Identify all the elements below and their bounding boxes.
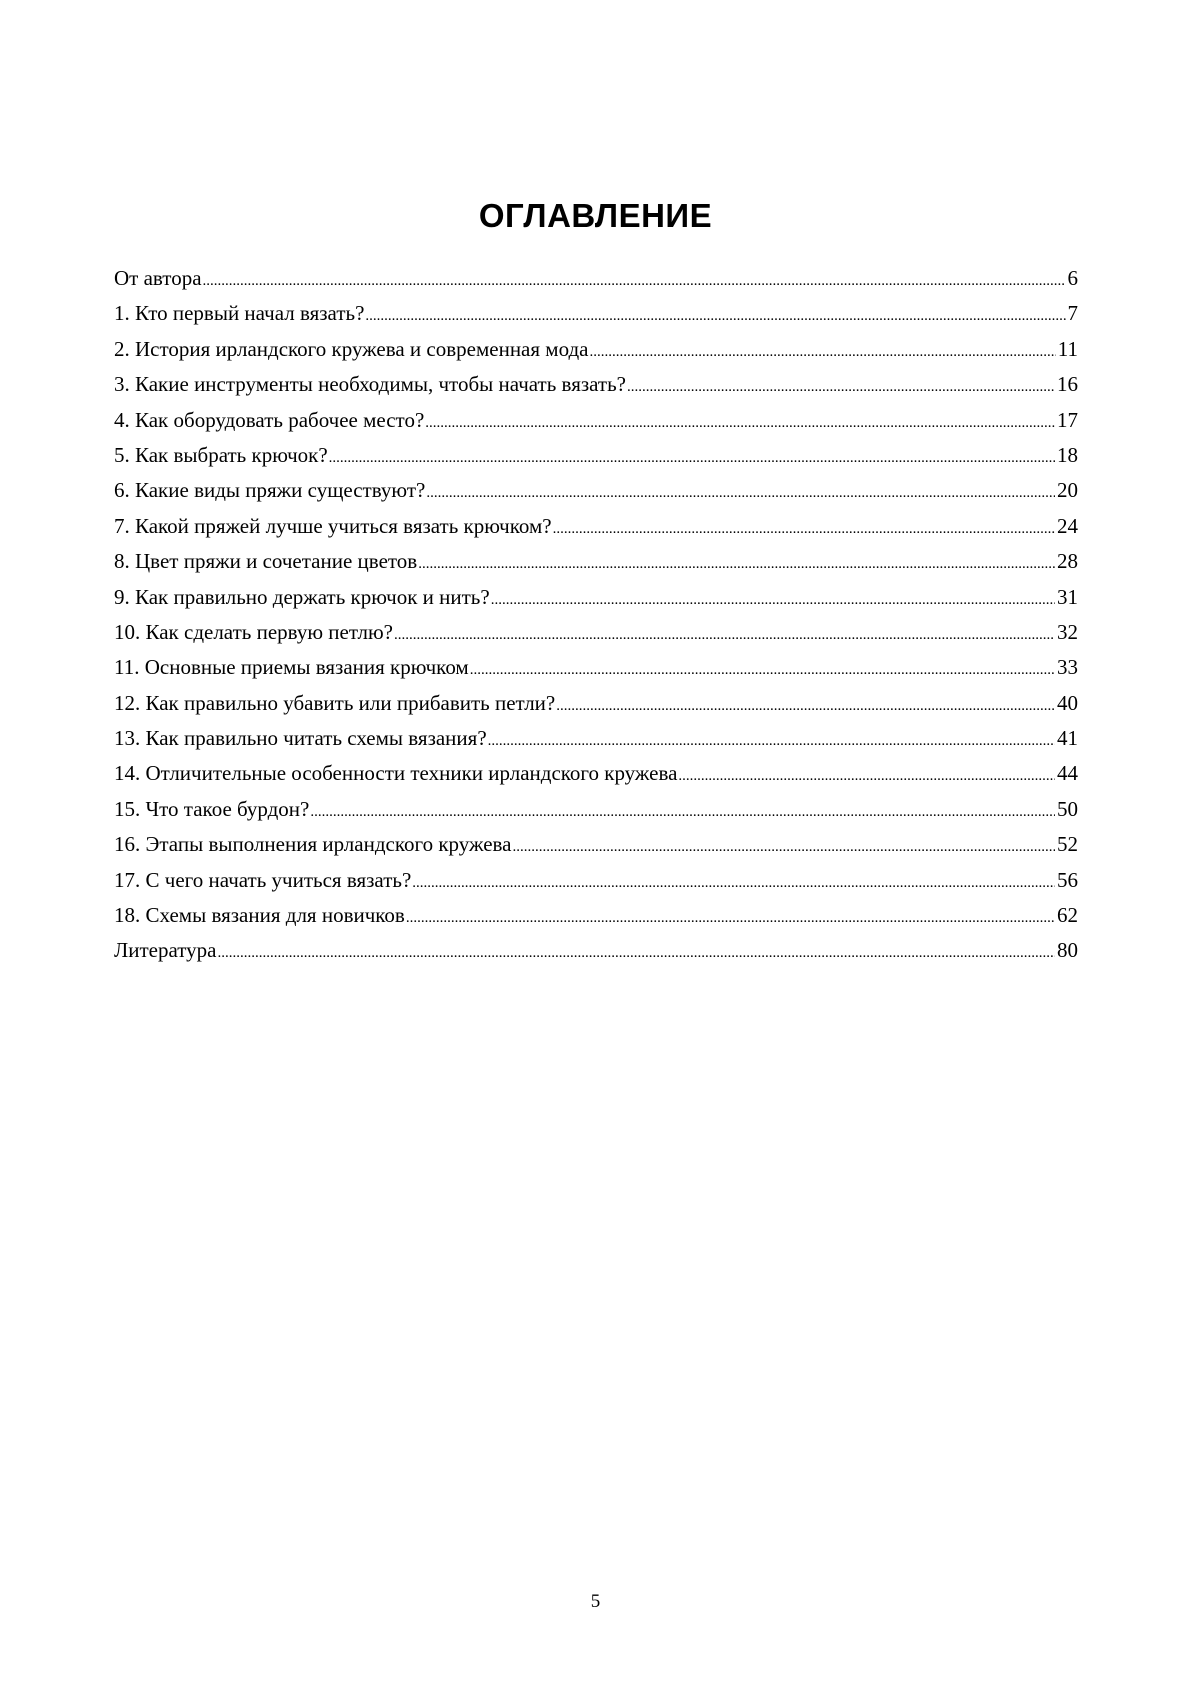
toc-entry-page: 11: [1057, 336, 1078, 361]
toc-entry-page: 24: [1057, 513, 1078, 538]
toc-entry-title: 5. Как выбрать крючок?: [114, 442, 328, 467]
toc-entry-title: 6. Какие виды пряжи существуют?: [114, 478, 426, 503]
toc-entry-title: 4. Как оборудовать рабочее место?: [114, 407, 425, 432]
toc-entry[interactable]: [114, 686, 1078, 721]
toc-entry-title: 10. Как сделать первую петлю?: [114, 619, 393, 644]
toc-entry[interactable]: [114, 756, 1078, 791]
toc-entry[interactable]: [114, 650, 1078, 685]
toc-entry[interactable]: [114, 438, 1078, 473]
toc-entry-page: 6: [1067, 266, 1078, 290]
toc-dot-leader: [418, 547, 1055, 582]
toc-entry-page: 20: [1057, 478, 1078, 503]
toc-entry-page: 62: [1057, 903, 1078, 928]
toc-entry-page: 41: [1057, 726, 1078, 751]
toc-entry[interactable]: [114, 792, 1078, 827]
toc-entry[interactable]: [114, 933, 1078, 968]
toc-dot-leader: [310, 795, 1055, 830]
toc-entry-page: 17: [1057, 407, 1078, 432]
toc-entry-title: 1. Кто первый начал вязать?: [114, 301, 365, 326]
toc-entry-title: 14. Отличительные особенности техники ирландского кружева: [114, 761, 678, 786]
toc-entry-page: 56: [1057, 867, 1078, 892]
toc-dot-leader: [513, 830, 1056, 865]
toc-entry-page: 16: [1057, 372, 1078, 397]
toc-dot-leader: [627, 370, 1055, 405]
toc-entry[interactable]: [114, 580, 1078, 615]
toc-entry-title: 8. Цвет пряжи и сочетание цветов: [114, 549, 418, 574]
page-number: 5: [590, 1591, 601, 1612]
toc-entry-page: 44: [1057, 761, 1078, 786]
toc-entry-title: 13. Как правильно читать схемы вязания?: [114, 726, 487, 751]
toc-entry[interactable]: [114, 615, 1078, 650]
toc-dot-leader: [488, 724, 1055, 759]
toc-dot-leader: [470, 653, 1055, 688]
toc-entry-page: 50: [1057, 796, 1078, 821]
toc-entry[interactable]: [114, 473, 1078, 508]
toc-entry[interactable]: [114, 509, 1078, 544]
toc-entry-page: 80: [1057, 938, 1078, 963]
toc-entry-page: 40: [1057, 690, 1078, 715]
toc-dot-leader: [412, 866, 1055, 901]
toc-entry-title: 3. Какие инструменты необходимы, чтобы начать вязать?: [114, 372, 626, 397]
toc-entry-title: От автора: [114, 266, 202, 290]
toc-entry[interactable]: [114, 898, 1078, 933]
toc-entry-title: Литература: [114, 938, 217, 963]
toc-dot-leader: [365, 299, 1065, 334]
toc-entry[interactable]: [114, 296, 1078, 331]
toc-dot-leader: [203, 264, 1066, 299]
toc-entry-page: 33: [1057, 655, 1078, 680]
toc-entry-title: 9. Как правильно держать крючок и нить?: [114, 584, 490, 609]
toc-entry-title: 15. Что такое бурдон?: [114, 796, 310, 821]
toc-dot-leader: [329, 441, 1055, 476]
toc-entry[interactable]: [114, 403, 1078, 438]
toc-entry-title: 16. Этапы выполнения ирландского кружева: [114, 832, 512, 857]
toc-dot-leader: [217, 936, 1055, 971]
toc-entry-title: 2. История ирландского кружева и современная мода: [114, 336, 589, 361]
toc-entry[interactable]: [114, 261, 1078, 296]
toc-dot-leader: [491, 583, 1055, 618]
toc-dot-leader: [678, 759, 1055, 794]
toc-entry-page: 31: [1057, 584, 1078, 609]
table-of-contents: [114, 261, 1078, 969]
toc-dot-leader: [406, 901, 1055, 936]
page-title: ОГЛАВЛЕНИЕ: [478, 197, 713, 234]
toc-entry-title: 18. Схемы вязания для новичков: [114, 903, 405, 928]
toc-entry[interactable]: [114, 544, 1078, 579]
toc-entry[interactable]: [114, 367, 1078, 402]
toc-entry-page: 7: [1067, 301, 1078, 326]
toc-entry-title: 7. Какой пряжей лучше учиться вязать крючком?: [114, 513, 552, 538]
toc-entry-title: 11. Основные приемы вязания крючком: [114, 655, 469, 680]
toc-dot-leader: [425, 406, 1055, 441]
toc-entry[interactable]: [114, 332, 1078, 367]
toc-dot-leader: [394, 618, 1055, 653]
toc-entry[interactable]: [114, 863, 1078, 898]
toc-dot-leader: [556, 689, 1055, 724]
toc-dot-leader: [426, 476, 1055, 511]
toc-entry[interactable]: [114, 827, 1078, 862]
toc-entry-page: 32: [1057, 619, 1078, 644]
toc-entry-page: 28: [1057, 549, 1078, 574]
toc-entry-title: 17. С чего начать учиться вязать?: [114, 867, 412, 892]
toc-dot-leader: [553, 512, 1055, 547]
toc-entry-page: 18: [1057, 442, 1078, 467]
toc-entry-title: 12. Как правильно убавить или прибавить петли?: [114, 690, 556, 715]
toc-dot-leader: [589, 335, 1055, 370]
toc-entry[interactable]: [114, 721, 1078, 756]
toc-entry-page: 52: [1057, 832, 1078, 857]
